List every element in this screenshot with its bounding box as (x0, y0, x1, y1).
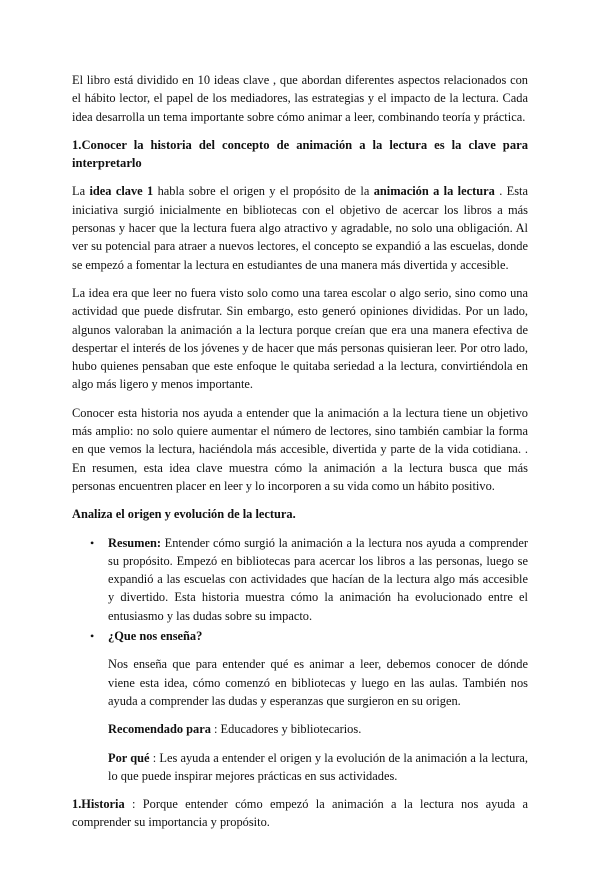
recomendado-label: Recomendado para (108, 722, 211, 737)
section-heading-2: Analiza el origen y evolución de la lectura. (72, 507, 296, 522)
porque-text: : Les ayuda a entender el origen y la evolución de la animación a la lectura, lo que puede inspirar mejores prácticas en sus actividades. (108, 750, 528, 783)
historia-label: 1.Historia (72, 797, 125, 812)
ensena-list-item (72, 627, 528, 645)
ensena-text: Nos enseña que para entender qué es animar a leer, debemos conocer de dónde viene esta idea, cómo comenzó en bibliotecas y luego en las aulas. También nos ayuda a comprender las dudas y esperanzas que surgieron en su origen. (108, 657, 528, 708)
summary-paragraph: Conocer esta historia nos ayuda a entender que la animación a la lectura tiene un objetivo más amplio: no solo quiere aumentar el número de lectores, sino también cambiar la forma en que vemos la lectura, haciéndola más accesible, divertida y parte de la vida cotidiana. . En resumen, esta idea clave muestra cómo la animación a la lectura busca que más personas encuentren placer en leer y lo incorporen a su vida como un hábito positivo. (72, 405, 528, 493)
resumen-label: Resumen: (108, 535, 161, 550)
historia-text: : Porque entender cómo empezó la animación a la lectura nos ayuda a comprender su importancia y propósito. (72, 797, 528, 830)
text: . Esta iniciativa surgió inicialmente en bibliotecas con el objetivo de acercar los libros a más personas y hacer que la lectura fuera algo atractivo y agradable, no solo una obligación. Al ver su potencial para atraer a nuevos lectores, el concepto se expandió a las escuelas, donde se empezó a fomentar la lectura en estudiantes de una manera más divertida y accesible. (72, 184, 528, 272)
text: habla sobre el origen y el propósito de la (153, 184, 374, 199)
section-heading-1: 1.Conocer la historia del concepto de animación a la lectura es la clave para interpretarlo (72, 137, 528, 171)
bullet-icon: • (90, 535, 95, 550)
resumen-list-item (72, 534, 528, 625)
resumen-item (108, 534, 528, 625)
porque-label: Por qué (108, 750, 150, 765)
text: La (72, 184, 90, 199)
historia-item (72, 795, 528, 832)
idea-paragraph (72, 182, 528, 273)
resumen-text: Entender cómo surgió la animación a la lectura nos ayuda a comprender su propósito. Empezó en bibliotecas para acercar los libros a las personas, luego se expandió a las escuelas con actividades que hacían de la lectura algo más accesible y divertido. Esta historia muestra cómo la animación ha evolucionado entre el entusiasmo y las dudas sobre su impacto. (108, 535, 528, 623)
bullet-icon: • (90, 629, 95, 644)
bold-term: animación a la lectura (373, 184, 495, 199)
ensena-label: ¿Que nos enseña? (108, 629, 203, 644)
intro-paragraph: El libro está dividido en 10 ideas clave , que abordan diferentes aspectos relacionados con el hábito lector, el papel de los mediadores, las estrategias y el impacto de la lectura. Cada idea desarrolla un tema importante sobre cómo animar a leer, combinando teoría y práctica. (72, 73, 528, 124)
porque-item (108, 749, 528, 786)
recomendado-text: : Educadores y bibliotecarios. (210, 722, 362, 737)
opinions-paragraph: La idea era que leer no fuera visto solo como una tarea escolar o algo serio, sino como una actividad que puede disfrutar. Sin embargo, esto generó opiniones divididas. Por un lado, algunos valoraban la animación a la lectura porque creían que era una manera efectiva de despertar el interés de los jóvenes y de hacer que más personas quisieran leer. Por otro lado, hubo quienes pensaban que este enfoque le quitaba seriedad a la lectura, convirtiéndola en algo más ligero y menos importante. (72, 285, 528, 392)
recomendado-item (108, 720, 528, 738)
bold-term: idea clave 1 (89, 184, 154, 199)
